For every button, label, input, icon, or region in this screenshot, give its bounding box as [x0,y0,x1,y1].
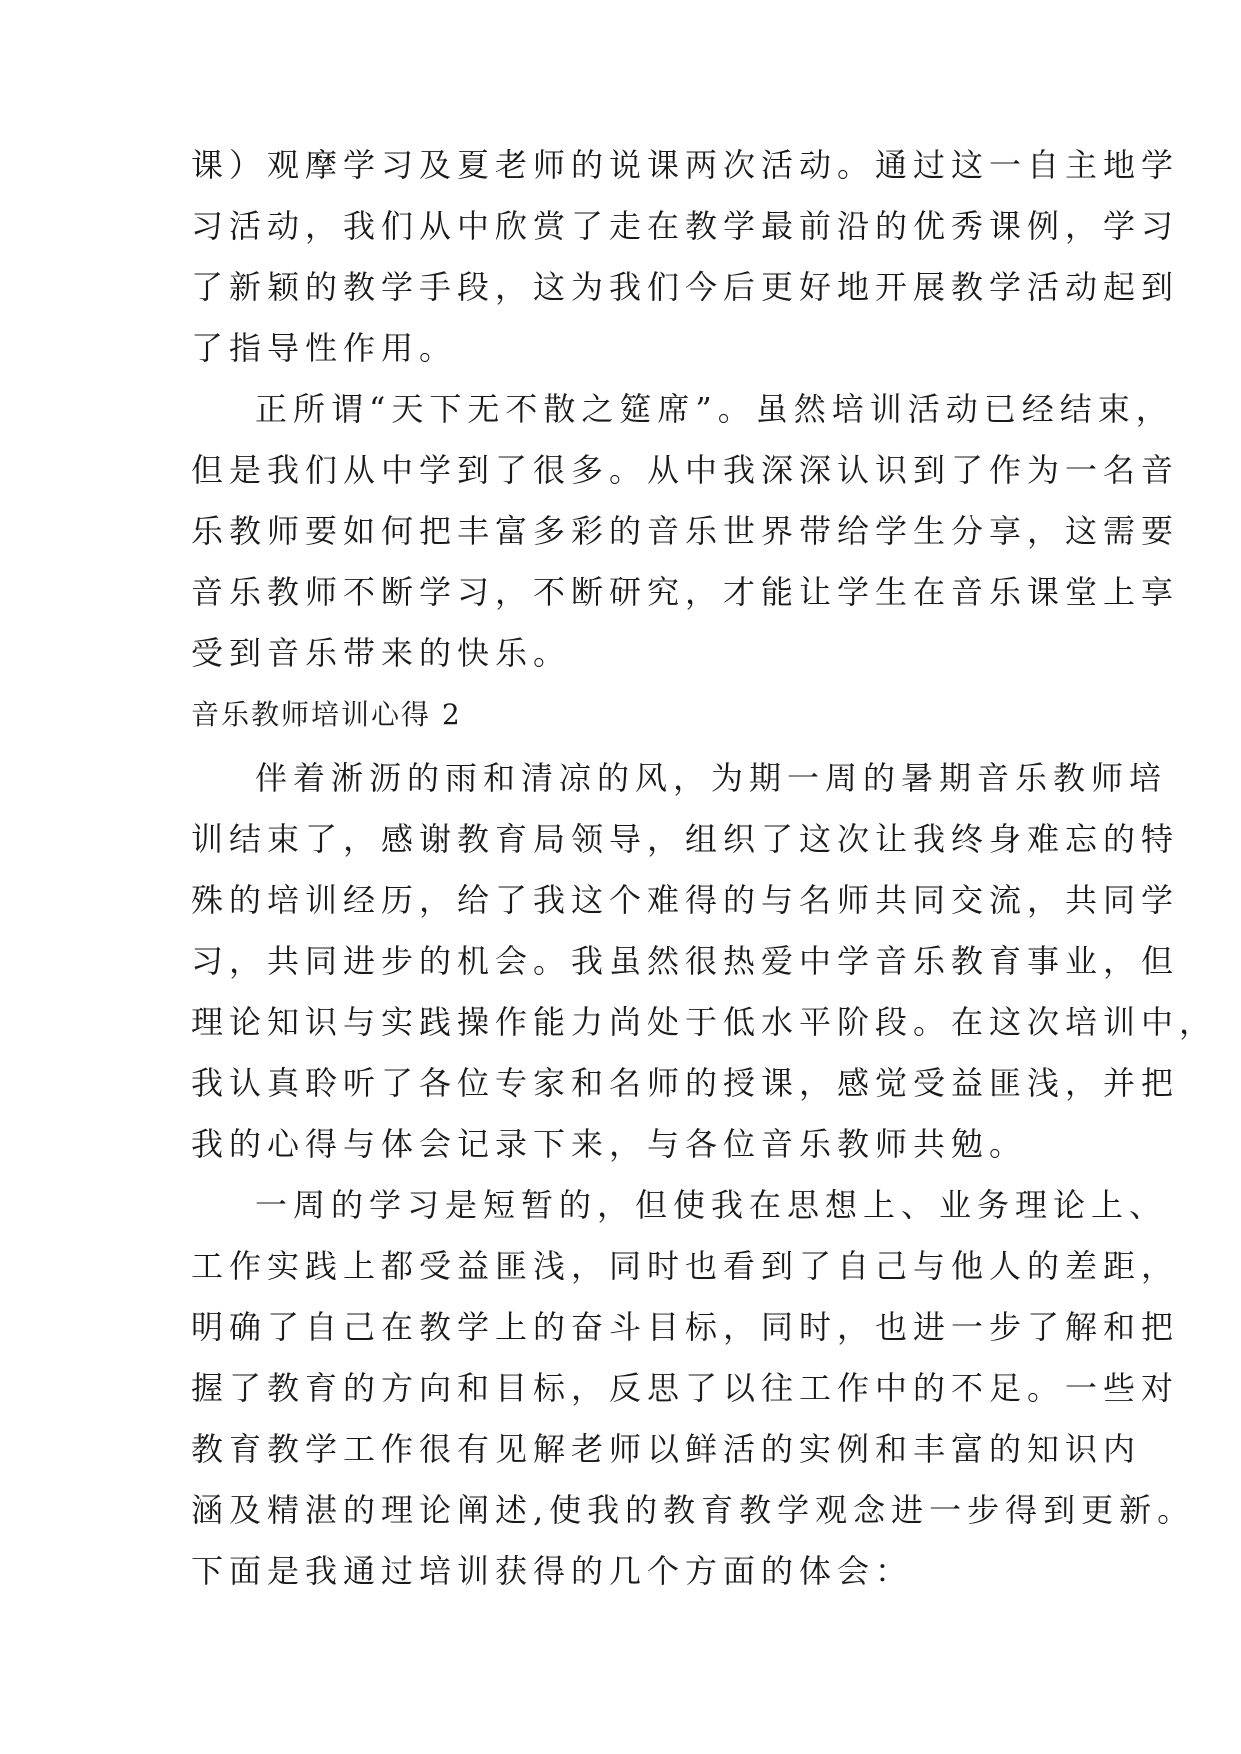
paragraph-line: 工作实践上都受益匪浅，同时也看到了自己与他人的差距， [191,1247,1180,1285]
paragraph-line: 习，共同进步的机会。我虽然很热爱中学音乐教育事业，但 [191,942,1180,980]
paragraph-line: 涵及精湛的理论阐述,使我的教育教学观念进一步得到更新。 [191,1491,1196,1529]
paragraph-line: 我的心得与体会记录下来，与各位音乐教师共勉。 [191,1125,1028,1163]
paragraph-line: 乐教师要如何把丰富多彩的音乐世界带给学生分享，这需要 [191,512,1180,550]
paragraph-line: 训结束了，感谢教育局领导，组织了这次让我终身难忘的特 [191,820,1180,858]
section-heading: 音乐教师培训心得 2 [191,698,462,731]
paragraph-line: 我认真聆听了各位专家和名师的授课，感觉受益匪浅，并把 [191,1064,1180,1102]
paragraph-line: 但是我们从中学到了很多。从中我深深认识到了作为一名音 [191,451,1180,489]
paragraph-line: 下面是我通过培训获得的几个方面的体会： [191,1552,914,1590]
paragraph-line: 教育教学工作很有见解老师以鲜活的实例和丰富的知识内 [191,1430,1142,1468]
paragraph-line: 伴着淅沥的雨和清凉的风，为期一周的暑期音乐教师培 [255,759,1168,797]
paragraph-line: 音乐教师不断学习，不断研究，才能让学生在音乐课堂上享 [191,573,1180,611]
paragraph-line: 殊的培训经历，给了我这个难得的与名师共同交流，共同学 [191,881,1180,919]
paragraph-line: 了新颖的教学手段，这为我们今后更好地开展教学活动起到 [191,268,1180,306]
paragraph-line: 一周的学习是短暂的，但使我在思想上、业务理论上、 [255,1186,1168,1224]
paragraph-line: 了指导性作用。 [191,329,458,367]
paragraph-line: 习活动，我们从中欣赏了走在教学最前沿的优秀课例，学习 [191,207,1180,245]
paragraph-line: 明确了自己在教学上的奋斗目标，同时，也进一步了解和把 [191,1308,1180,1346]
paragraph-line: 握了教育的方向和目标，反思了以往工作中的不足。一些对 [191,1369,1180,1407]
paragraph-line: 理论知识与实践操作能力尚处于低水平阶段。在这次培训中， [191,1003,1218,1041]
paragraph-line: 正所谓“天下无不散之筵席”。虽然培训活动已经结束， [255,390,1174,428]
document-page [191,0,1218,1754]
paragraph-line: 课）观摩学习及夏老师的说课两次活动。通过这一自主地学 [191,146,1180,184]
paragraph-line: 受到音乐带来的快乐。 [191,634,572,672]
